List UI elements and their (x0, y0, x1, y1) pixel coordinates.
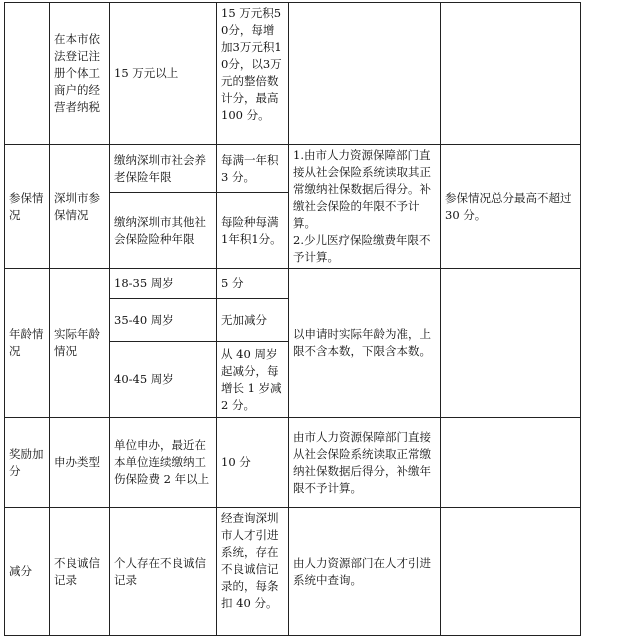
condition-cell: 15 万元以上 (110, 3, 217, 145)
category-cell: 年龄情况 (5, 269, 50, 418)
points-scoring-table (4, 2, 581, 636)
note-cell: 由市人力资源保障部门直接从社会保险系统读取正常缴纳社保数据后得分，补缴年限不予计算。 (289, 418, 441, 508)
item-cell: 深圳市参保情况 (50, 145, 110, 269)
note-cell (289, 3, 441, 145)
score-cell: 10 分 (217, 418, 289, 508)
score-cell: 从 40 周岁起减分，每增长 1 岁减 2 分。 (217, 342, 289, 418)
remark-cell (441, 508, 581, 636)
score-cell: 每满一年积 3 分。 (217, 145, 289, 193)
item-cell: 不良诚信记录 (50, 508, 110, 636)
condition-cell: 缴纳深圳市社会养老保险年限 (110, 145, 217, 193)
category-cell (5, 3, 50, 145)
table-row (5, 3, 581, 145)
table-row (5, 145, 581, 193)
condition-cell: 单位申办，最近在本单位连续缴纳工伤保险费 2 年以上 (110, 418, 217, 508)
remark-cell (441, 418, 581, 508)
score-cell: 无加减分 (217, 299, 289, 342)
category-cell: 奖励加分 (5, 418, 50, 508)
condition-cell: 35-40 周岁 (110, 299, 217, 342)
table-row (5, 269, 581, 299)
note-cell: 以申请时实际年龄为准，上限不含本数，下限含本数。 (289, 269, 441, 418)
remark-cell (441, 269, 581, 418)
condition-cell: 40-45 周岁 (110, 342, 217, 418)
score-cell: 每险种每满1年积1分。 (217, 193, 289, 269)
score-cell: 经查询深圳市人才引进系统，存在不良诚信记录的，每条扣 40 分。 (217, 508, 289, 636)
table-row (5, 508, 581, 636)
note-cell: 由人力资源部门在人才引进系统中查询。 (289, 508, 441, 636)
remark-cell: 参保情况总分最高不超过 30 分。 (441, 145, 581, 269)
score-cell: 5 分 (217, 269, 289, 299)
condition-cell: 18-35 周岁 (110, 269, 217, 299)
condition-cell: 个人存在不良诚信记录 (110, 508, 217, 636)
note-cell: 1.由市人力资源保障部门直接从社会保险系统读取其正常缴纳社保数据后得分。补缴社会保险的年限不予计算。 2.少儿医疗保险缴费年限不予计算。 (289, 145, 441, 269)
category-cell: 减分 (5, 508, 50, 636)
item-cell: 在本市依法登记注册个体工商户的经营者纳税 (50, 3, 110, 145)
score-cell: 15 万元积50分，每增加3万元积10分，以3万元的整倍数计分，最高 100 分。 (217, 3, 289, 145)
item-cell: 申办类型 (50, 418, 110, 508)
condition-cell: 缴纳深圳市其他社会保险险种年限 (110, 193, 217, 269)
remark-cell (441, 3, 581, 145)
table-row (5, 418, 581, 508)
category-cell: 参保情况 (5, 145, 50, 269)
item-cell: 实际年龄情况 (50, 269, 110, 418)
